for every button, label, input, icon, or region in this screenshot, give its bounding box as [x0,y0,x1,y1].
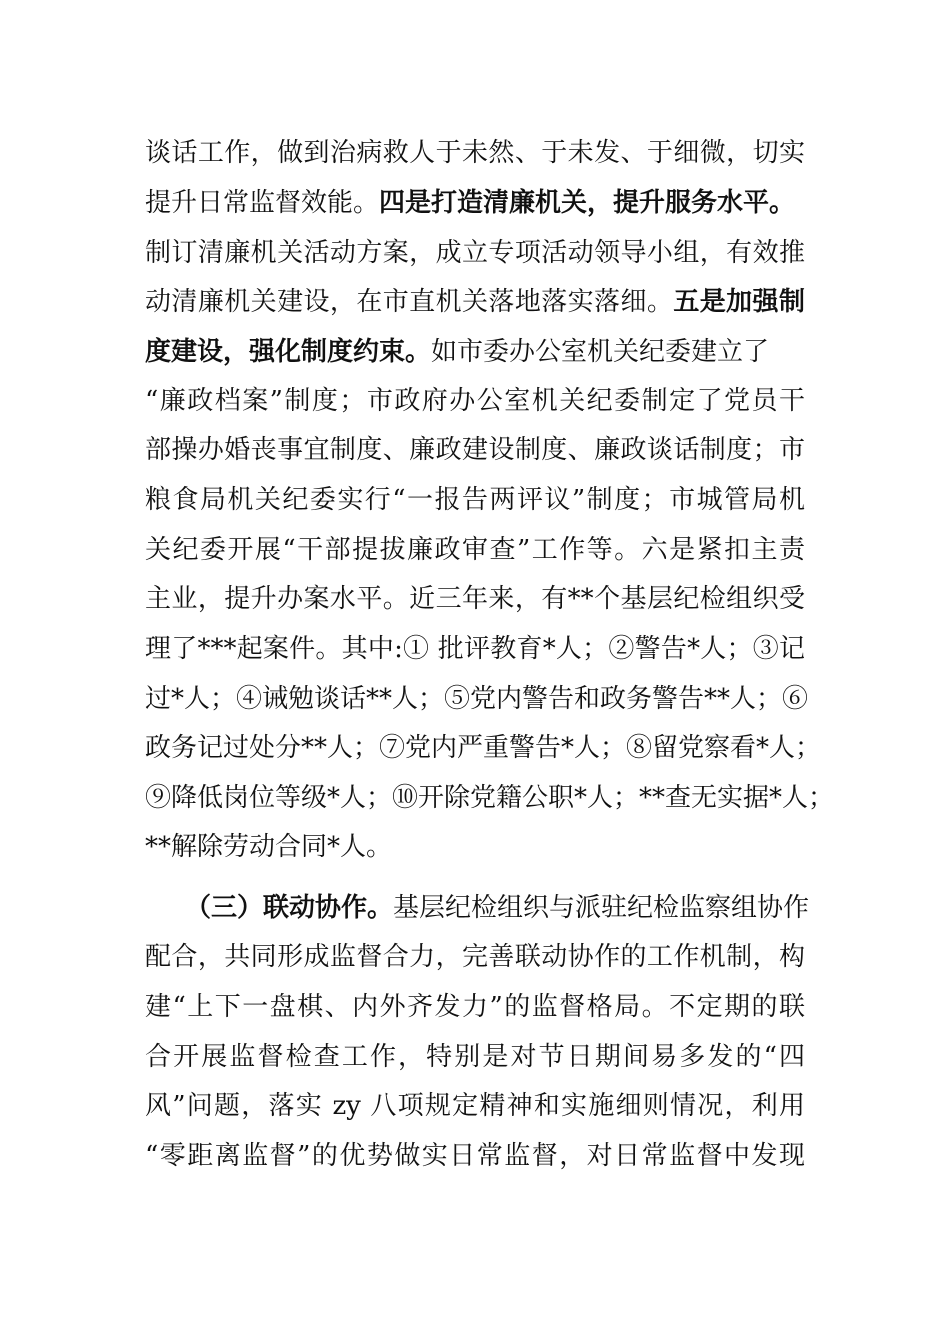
text-segment: 如市委办公室机关纪委建立了 [431,337,770,367]
text-segment: 过*人；④诫勉谈话**人；⑤党内警告和政务警告**人；⑥ [145,684,809,714]
text-line [145,730,821,766]
bold-text-segment: 四是打造清廉机关，提升服务水平。 [379,188,796,218]
text-segment: 制订清廉机关活动方案，成立专项活动领导小组，有效推 [145,238,805,268]
text-segment: 动清廉机关建设，在市直机关落地落实落细。 [145,287,674,317]
text-segment: “廉政档案”制度；市政府办公室机关纪委制定了党员干 [145,386,805,416]
text-segment: 谈话工作，做到治病救人于未然、于未发、于细微，切实 [145,138,805,168]
text-line [145,939,805,975]
text-line [145,284,805,320]
text-line [145,432,805,468]
text-segment: 提升日常监督效能。 [145,188,380,218]
text-line [145,482,805,518]
text-line [145,631,805,667]
text-segment: 部操办婚丧事宜制度、廉政建设制度、廉政谈话制度；市 [145,435,805,465]
text-segment: 主业，提升办案水平。近三年来，有**个基层纪检组织受 [145,584,805,614]
text-line [145,334,769,370]
text-line [145,681,809,717]
text-segment: “零距离监督”的优势做实日常监督，对日常监督中发现 [145,1141,805,1171]
text-line [145,235,805,271]
text-line [145,780,834,816]
bold-text-segment: （三）联动协作。 [185,893,394,923]
text-segment: 政务记过处分**人；⑦党内严重警告*人；⑧留党察看*人； [145,733,822,763]
text-segment: 粮食局机关纪委实行“一报告两评议”制度；市城管局机 [145,485,805,515]
bold-text-segment: 度建设，强化制度约束。 [145,337,432,367]
text-segment: 理了***起案件。其中:① 批评教育*人；②警告*人；③记 [145,634,805,664]
text-line [145,532,805,568]
text-line [145,135,805,171]
text-segment: 关纪委开展“干部提拔廉政审查”工作等。六是紧扣主责 [145,535,805,565]
text-segment: 基层纪检组织与派驻纪检监察组协作 [393,893,810,923]
text-line [145,185,795,221]
text-line [145,1138,805,1174]
text-line [145,581,805,617]
text-segment: 风”问题，落实 zy 八项规定精神和实施细则情况，利用 [145,1091,805,1121]
text-segment: 建“上下一盘棋、内外齐发力”的监督格局。不定期的联 [145,992,805,1022]
text-line [145,1088,805,1124]
bold-text-segment: 五是加强制 [673,287,805,317]
text-segment: 配合，共同形成监督合力，完善联动协作的工作机制，构 [145,942,805,972]
text-segment: 合开展监督检查工作，特别是对节日期间易多发的“四 [145,1042,805,1072]
text-segment: **解除劳动合同*人。 [145,832,393,862]
text-line [145,989,805,1025]
text-segment: ⑨降低岗位等级*人；⑩开除党籍公职*人；**查无实据*人； [145,783,835,813]
text-line [145,829,392,865]
text-line [145,383,805,419]
text-line [185,890,810,926]
text-line [145,1039,805,1075]
